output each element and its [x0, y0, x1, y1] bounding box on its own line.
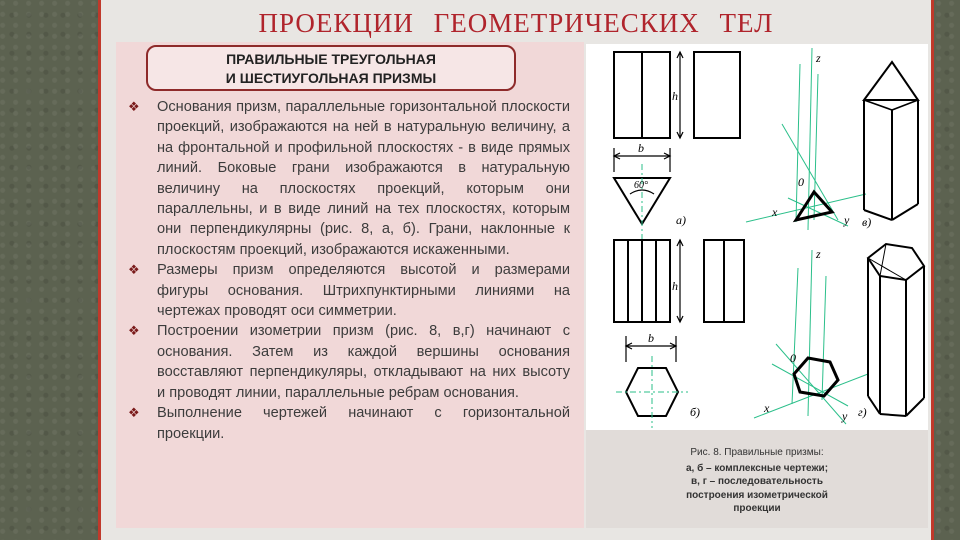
subtitle-box [146, 45, 516, 91]
bullet-diamond-icon: ❖ [128, 99, 140, 114]
label-b-panel: б) [690, 405, 701, 419]
label-z-top: z [816, 51, 821, 65]
label-y-top: y [844, 213, 850, 227]
label-o-top: 0 [798, 175, 804, 189]
bullet-text: Построении изометрии призм (рис. 8, в,г) начинают с основания. Затем из каждой вершины основания восставляют перпендикуляры, откладывают на них высоту и проводят линии, параллельные ребрам основания. [157, 323, 570, 401]
caption-line-4: проекции [733, 503, 781, 514]
bullet-text: Выполнение чертежей начинают с горизонтальной проекции. [157, 405, 570, 442]
label-o-bottom: 0 [790, 351, 796, 365]
bullet-item [126, 321, 570, 403]
caption-title: Рис. 8. Правильные призмы: [690, 447, 824, 458]
slide-title: ПРОЕКЦИИ ГЕОМЕТРИЧЕСКИХ ТЕЛ [258, 8, 774, 38]
bullet-item [126, 260, 570, 321]
caption-line-2: в, г – последовательность [691, 476, 823, 487]
caption-line-1: а, б – комплексные чертежи; [685, 462, 829, 474]
label-angle: 60° [634, 180, 648, 191]
bullet-diamond-icon: ❖ [128, 262, 140, 278]
figure-caption [614, 446, 900, 516]
label-x-bottom: x [764, 401, 770, 415]
caption-line-3: построения изометрической [686, 489, 828, 501]
bullet-text: Основания призм, параллельные горизонтальной плоскости проекций, изображаются на ней в натуральную величину, а на фронтальной и профильной плоскостях - в виде прямых линий. Боковые грани изображаются в натуральную величину на плоскостях проекций, которым они параллельны, и в виде линий на тех плоскостях, которым они перпендикулярны (рис. 8, а, б). Грани, наклонные к плоскостям проекций, изображаются искаженными. [157, 99, 570, 258]
triangle-profile-view [694, 52, 740, 138]
prism-figure [586, 44, 928, 430]
label-h: h [672, 89, 678, 103]
label-h-hex: h [672, 279, 678, 293]
label-a: а) [676, 213, 686, 227]
label-b: b [638, 141, 644, 155]
bullet-diamond-icon: ❖ [128, 405, 140, 421]
label-v: в) [862, 215, 872, 229]
label-y-bottom: y [842, 409, 848, 423]
label-b-hex: b [648, 331, 654, 345]
label-x-top: x [772, 205, 778, 219]
bullet-text: Размеры призм определяются высотой и размерами фигуры основания. Штрихпунктирными линиями на чертежах проводят оси симметрии. [157, 262, 570, 320]
triangle-prism-top [864, 62, 918, 100]
subtitle-line-2: И ШЕСТИУГОЛЬНАЯ ПРИЗМЫ [225, 70, 437, 86]
subtitle-line-1: ПРАВИЛЬНЫЕ ТРЕУГОЛЬНАЯ [226, 51, 436, 67]
prism-drawing [586, 44, 928, 430]
bullet-diamond-icon: ❖ [128, 323, 140, 339]
label-g: г) [858, 405, 867, 419]
bullet-item [126, 403, 570, 444]
bullet-item [126, 97, 570, 260]
label-z-bottom: z [816, 247, 821, 261]
bullet-list [126, 97, 570, 444]
